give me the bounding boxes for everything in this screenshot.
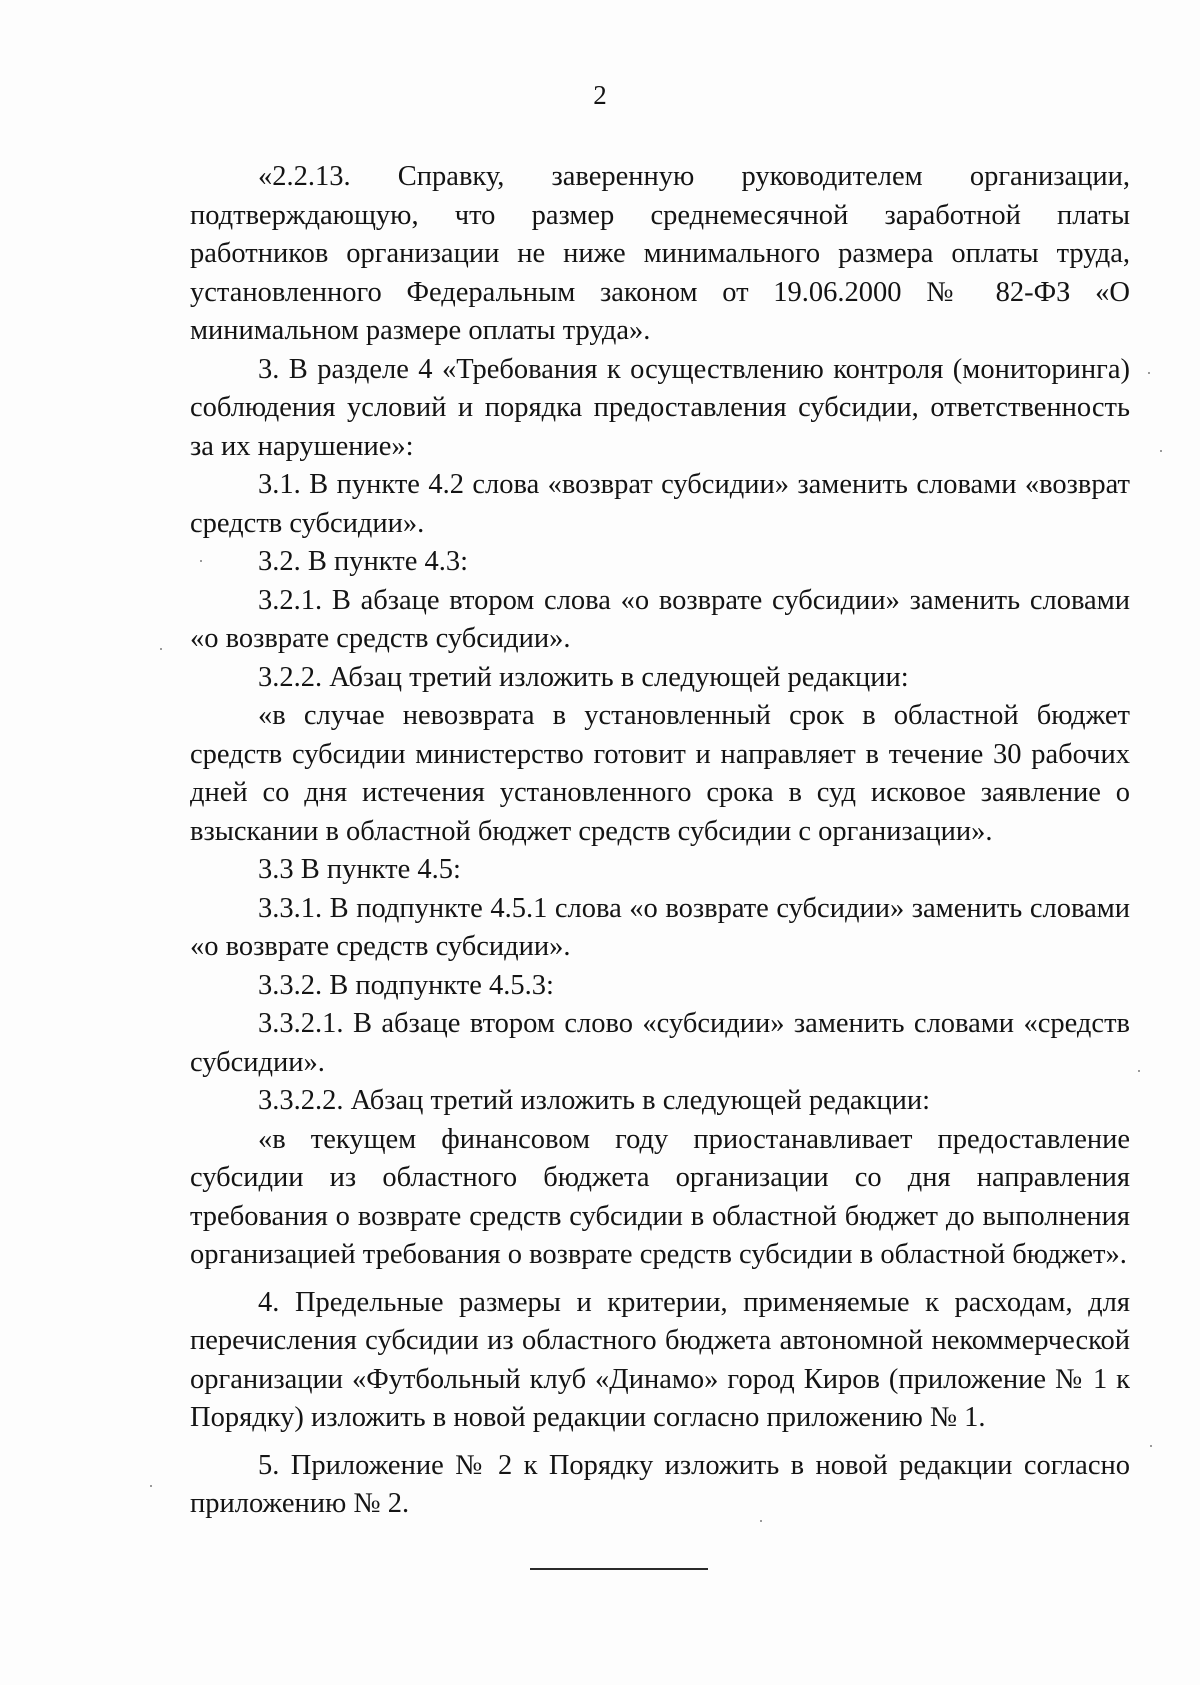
end-of-document-line — [530, 1568, 708, 1570]
paragraph-3-3-1: 3.3.1. В подпункте 4.5.1 слова «о возврате субсидии» заменить словами «о возврате средств субсидии». — [190, 892, 1130, 962]
scan-speck — [1160, 450, 1162, 452]
paragraph-4: 4. Предельные размеры и критерии, применяемые к расходам, для перечисления субсидии из областного бюджета автономной некоммерческой организации «Футбольный клуб «Динамо» город Киров (приложение № 1 к Порядку) изложить в новой редакции согласно приложению № 1. — [190, 1286, 1130, 1433]
paragraph-3-3-2-2: 3.3.2.2. Абзац третий изложить в следующей редакции: — [258, 1085, 931, 1116]
scan-speck — [200, 560, 202, 562]
paragraph-3-2: 3.2. В пункте 4.3: — [258, 546, 469, 577]
paragraph-3-3-2-1: 3.3.2.1. В абзаце втором слово «субсидии» заменить словами «средств субсидии». — [190, 1008, 1130, 1078]
paragraph-5: 5. Приложение № 2 к Порядку изложить в новой редакции согласно приложению № 2. — [190, 1449, 1130, 1519]
page-number: 2 — [593, 80, 607, 110]
scan-speck — [160, 648, 162, 650]
scan-speck — [1138, 1070, 1140, 1072]
paragraph-3: 3. В разделе 4 «Требования к осуществлению контроля (мониторинга) соблюдения условий и порядка предоставления субсидии, ответственность за их нарушение»: — [190, 353, 1130, 462]
scan-speck — [150, 1485, 152, 1487]
paragraph-3-1: 3.1. В пункте 4.2 слова «возврат субсидии» заменить словами «возврат средств субсидии». — [190, 469, 1130, 539]
scan-speck — [1148, 372, 1150, 374]
paragraph-3-2-1: 3.2.1. В абзаце втором слова «о возврате субсидии» заменить словами «о возврате средств субсидии». — [190, 584, 1130, 654]
paragraph-3-3-2: 3.3.2. В подпункте 4.5.3: — [258, 969, 554, 1001]
scan-speck — [1150, 1445, 1152, 1447]
paragraph-2-2-13: «2.2.13. Справку, заверенную руководителем организации, подтверждающую, что размер среднемесячной заработной платы работников организации не ниже минимального размера оплаты труда, установленного Федеральным законом от 19.06.2000 № 82-ФЗ «О минимальном размере оплаты труда». — [190, 161, 1130, 346]
quoted-text-3-3-2-2: «в текущем финансовом году приостанавливает предоставление субсидии из областного бюджета организации со дня направления требования о возврате средств субсидии в областной бюджет до выполнения организацией требования о возврате средств субсидии в областной бюджет». — [190, 1123, 1130, 1270]
paragraph-3-3: 3.3 В пункте 4.5: — [258, 854, 461, 885]
quoted-text-3-2-2: «в случае невозврата в установленный срок в областной бюджет средств субсидии министерство готовит и направляет в течение 30 рабочих дней со дня истечения установленного срока в суд исковое заявление о взыскании в областной бюджет средств субсидии с организации». — [190, 700, 1130, 847]
paragraph-3-2-2: 3.2.2. Абзац третий изложить в следующей редакции: — [258, 661, 909, 693]
scan-speck — [760, 1520, 762, 1522]
document-body — [190, 158, 1130, 1524]
